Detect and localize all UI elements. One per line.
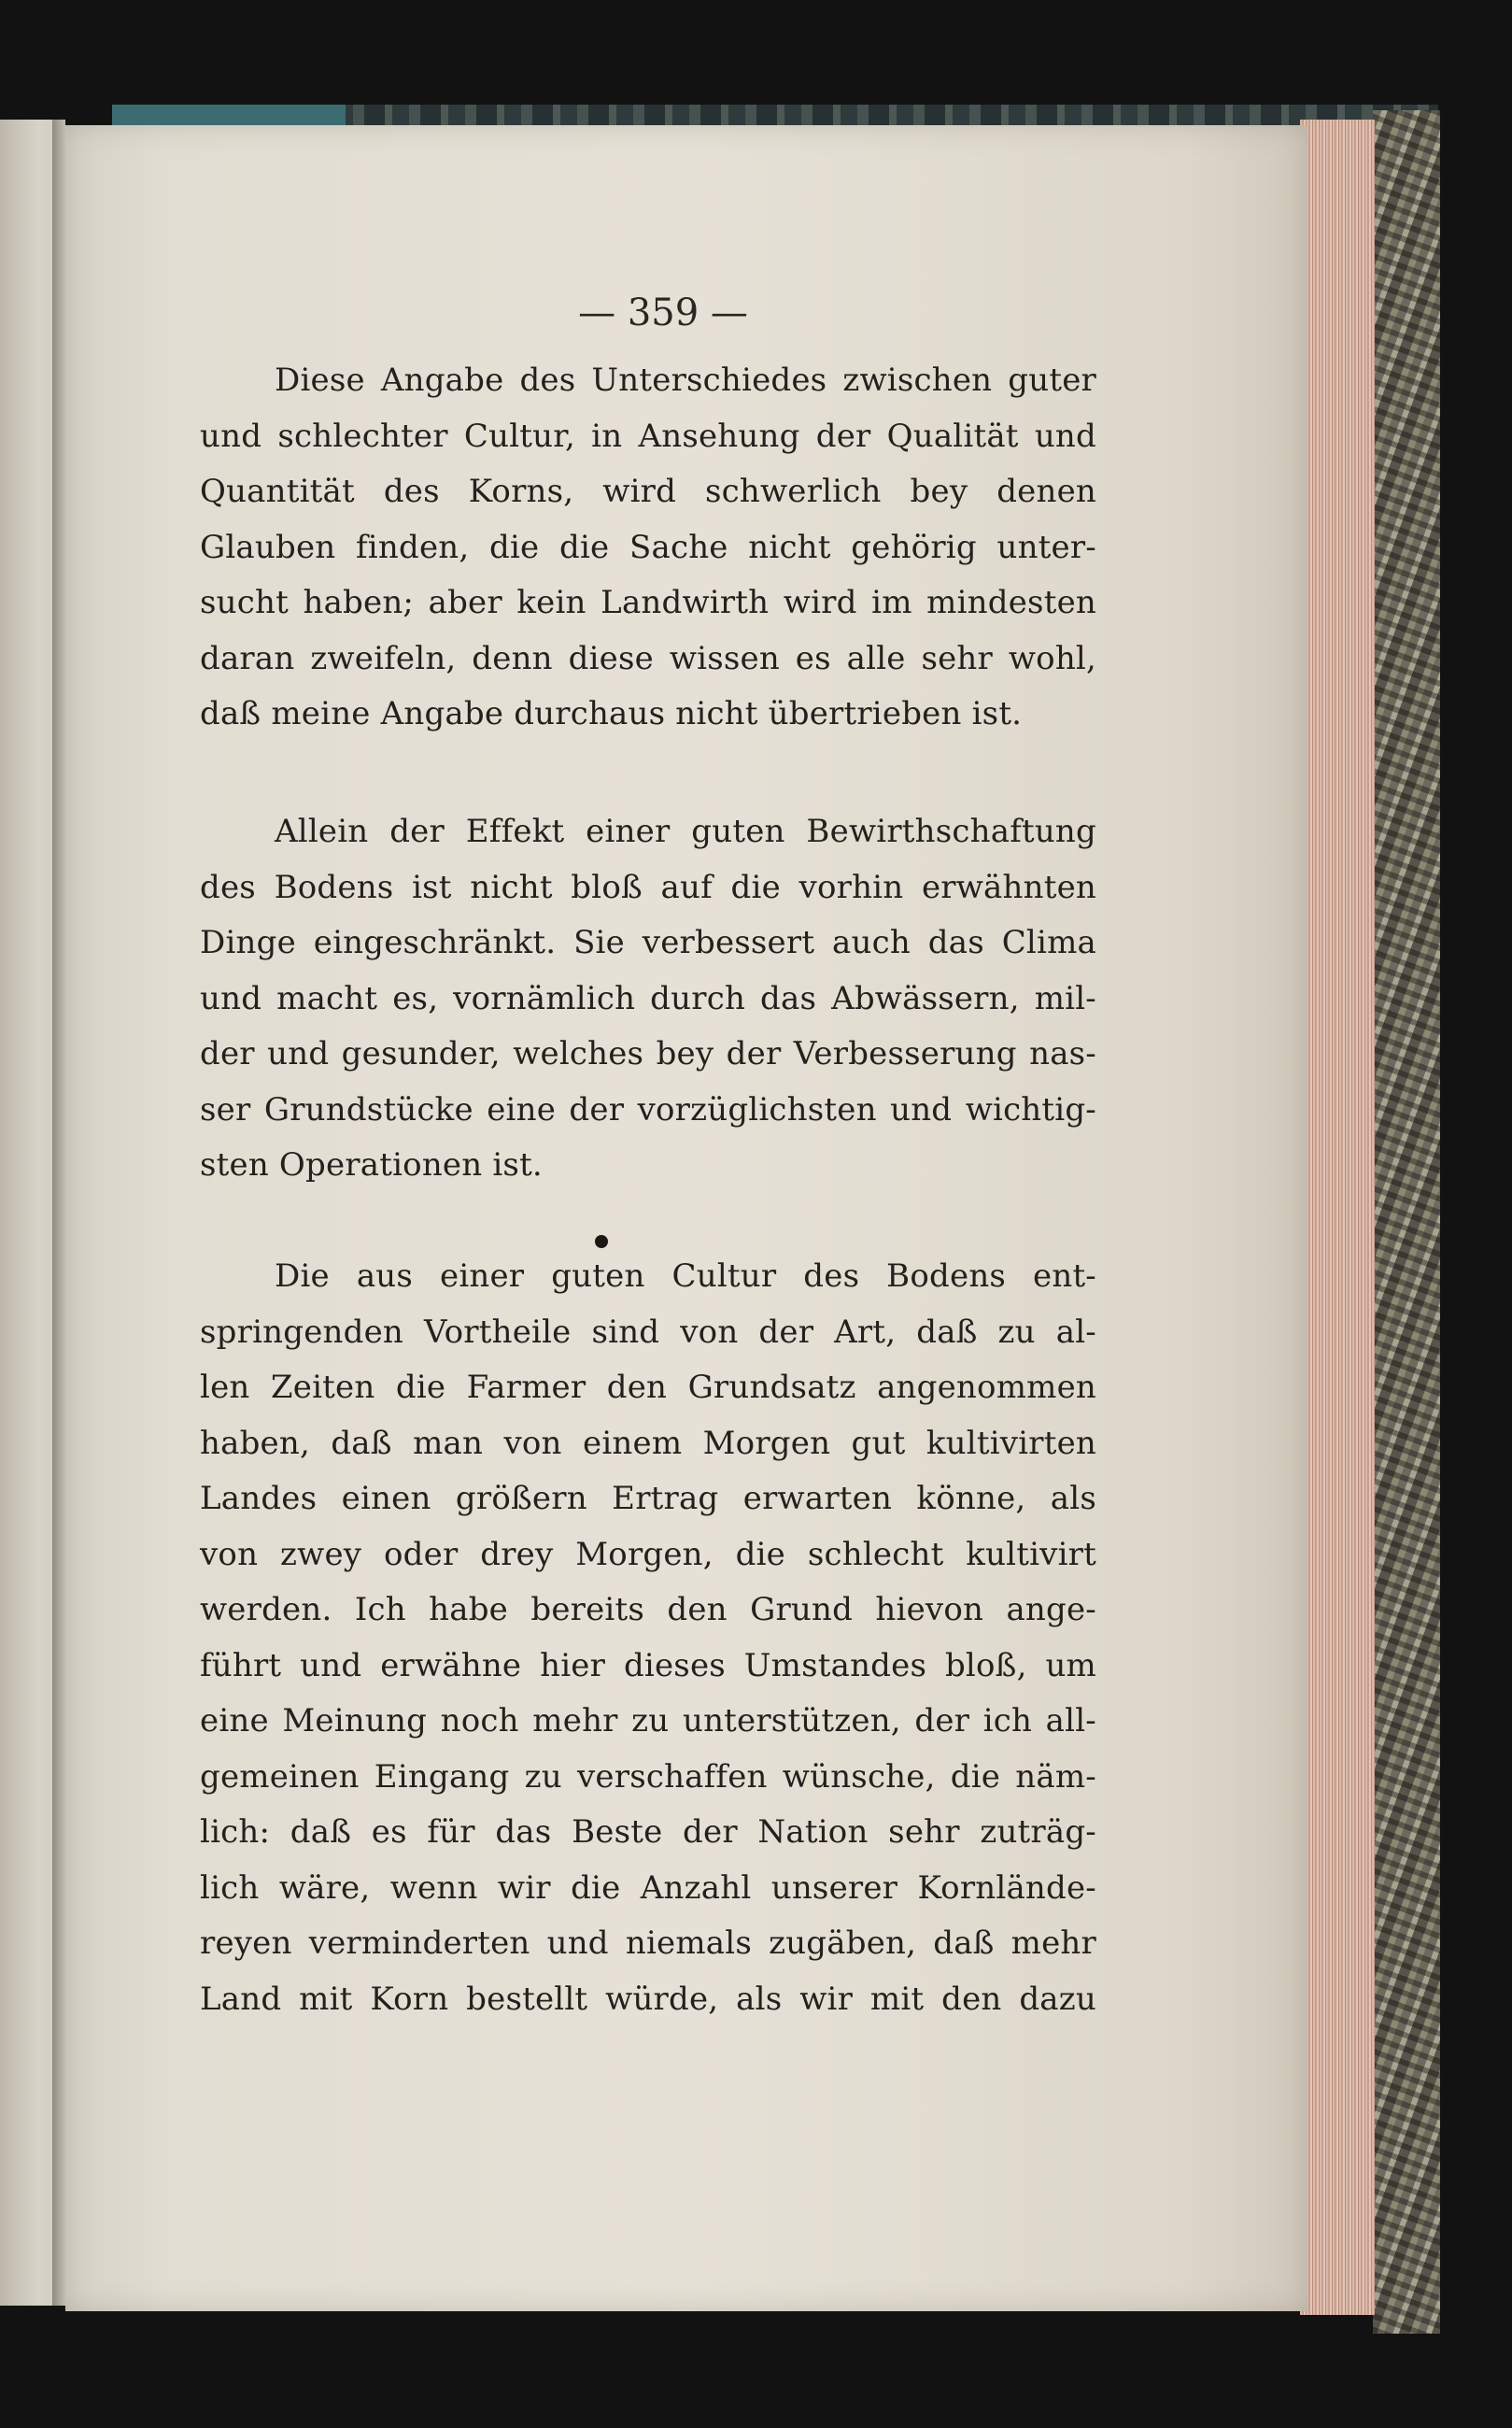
text-line: und macht es, vornämlich durch das Abwässern, mil- xyxy=(200,979,1096,1017)
text-line: lich wäre, wenn wir die Anzahl unserer Kornlände- xyxy=(200,1868,1096,1907)
text-line: Glauben finden, die die Sache nicht gehörig unter- xyxy=(200,528,1096,566)
text-line: daran zweifeln, denn diese wissen es alle sehr wohl, xyxy=(200,639,1096,677)
text-line: sten Operationen ist. xyxy=(200,1146,543,1184)
text-line: Allein der Effekt einer guten Bewirthschaftung xyxy=(275,813,1096,850)
text-line: Land mit Korn bestellt würde, als wir mit den dazu xyxy=(200,1980,1096,2018)
text-line: lich: daß es für das Beste der Nation sehr zuträg- xyxy=(200,1813,1096,1851)
text-line: gemeinen Eingang zu verschaffen wünsche, die näm- xyxy=(200,1757,1096,1796)
text-line: und schlechter Cultur, in Ansehung der Qualität und xyxy=(200,417,1096,455)
text-line: springenden Vortheile sind von der Art, daß zu al- xyxy=(200,1313,1096,1351)
paragraph-3 xyxy=(200,1249,1096,2027)
text-line: von zwey oder drey Morgen, die schlecht kultivirt xyxy=(200,1535,1096,1573)
text-line: Diese Angabe des Unterschiedes zwischen guter xyxy=(275,362,1096,399)
marbled-cover-edge xyxy=(1373,110,1440,2334)
text-line: des Bodens ist nicht bloß auf die vorhin erwähnten xyxy=(200,868,1096,906)
paragraph-1 xyxy=(200,353,1096,743)
text-line: len Zeiten die Farmer den Grundsatz angenommen xyxy=(200,1369,1096,1406)
text-line: ser Grundstücke eine der vorzüglichsten und wichtig- xyxy=(200,1090,1096,1129)
text-line: werden. Ich habe bereits den Grund hievon ange- xyxy=(200,1591,1096,1628)
text-line: führt und erwähne hier dieses Umstandes bloß, um xyxy=(200,1646,1096,1684)
ink-dot xyxy=(595,1235,608,1248)
text-line: Die aus einer guten Cultur des Bodens ent- xyxy=(275,1257,1096,1295)
text-line: daß meine Angabe durchaus nicht übertrieben ist. xyxy=(200,695,1023,732)
text-line: Dinge eingeschränkt. Sie verbessert auch das Clima xyxy=(200,924,1096,961)
page-stack-edges xyxy=(1300,120,1375,2315)
text-line: eine Meinung noch mehr zu unterstützen, der ich all- xyxy=(200,1702,1096,1739)
text-line: reyen verminderten und niemals zugäben, daß mehr xyxy=(200,1924,1096,1962)
book-gutter xyxy=(52,120,65,2306)
text-line: Quantität des Korns, wird schwerlich bey denen xyxy=(200,473,1096,510)
text-line: Landes einen größern Ertrag erwarten könne, als xyxy=(200,1480,1096,1517)
text-line: der und gesunder, welches bey der Verbesserung nas- xyxy=(200,1035,1096,1072)
text-line: haben, daß man von einem Morgen gut kultivirten xyxy=(200,1424,1096,1462)
page-number: — 359 — xyxy=(578,291,748,334)
paragraph-2 xyxy=(200,804,1096,1194)
book-cover-corner xyxy=(112,105,346,125)
text-line: sucht haben; aber kein Landwirth wird im mindesten xyxy=(200,584,1096,621)
